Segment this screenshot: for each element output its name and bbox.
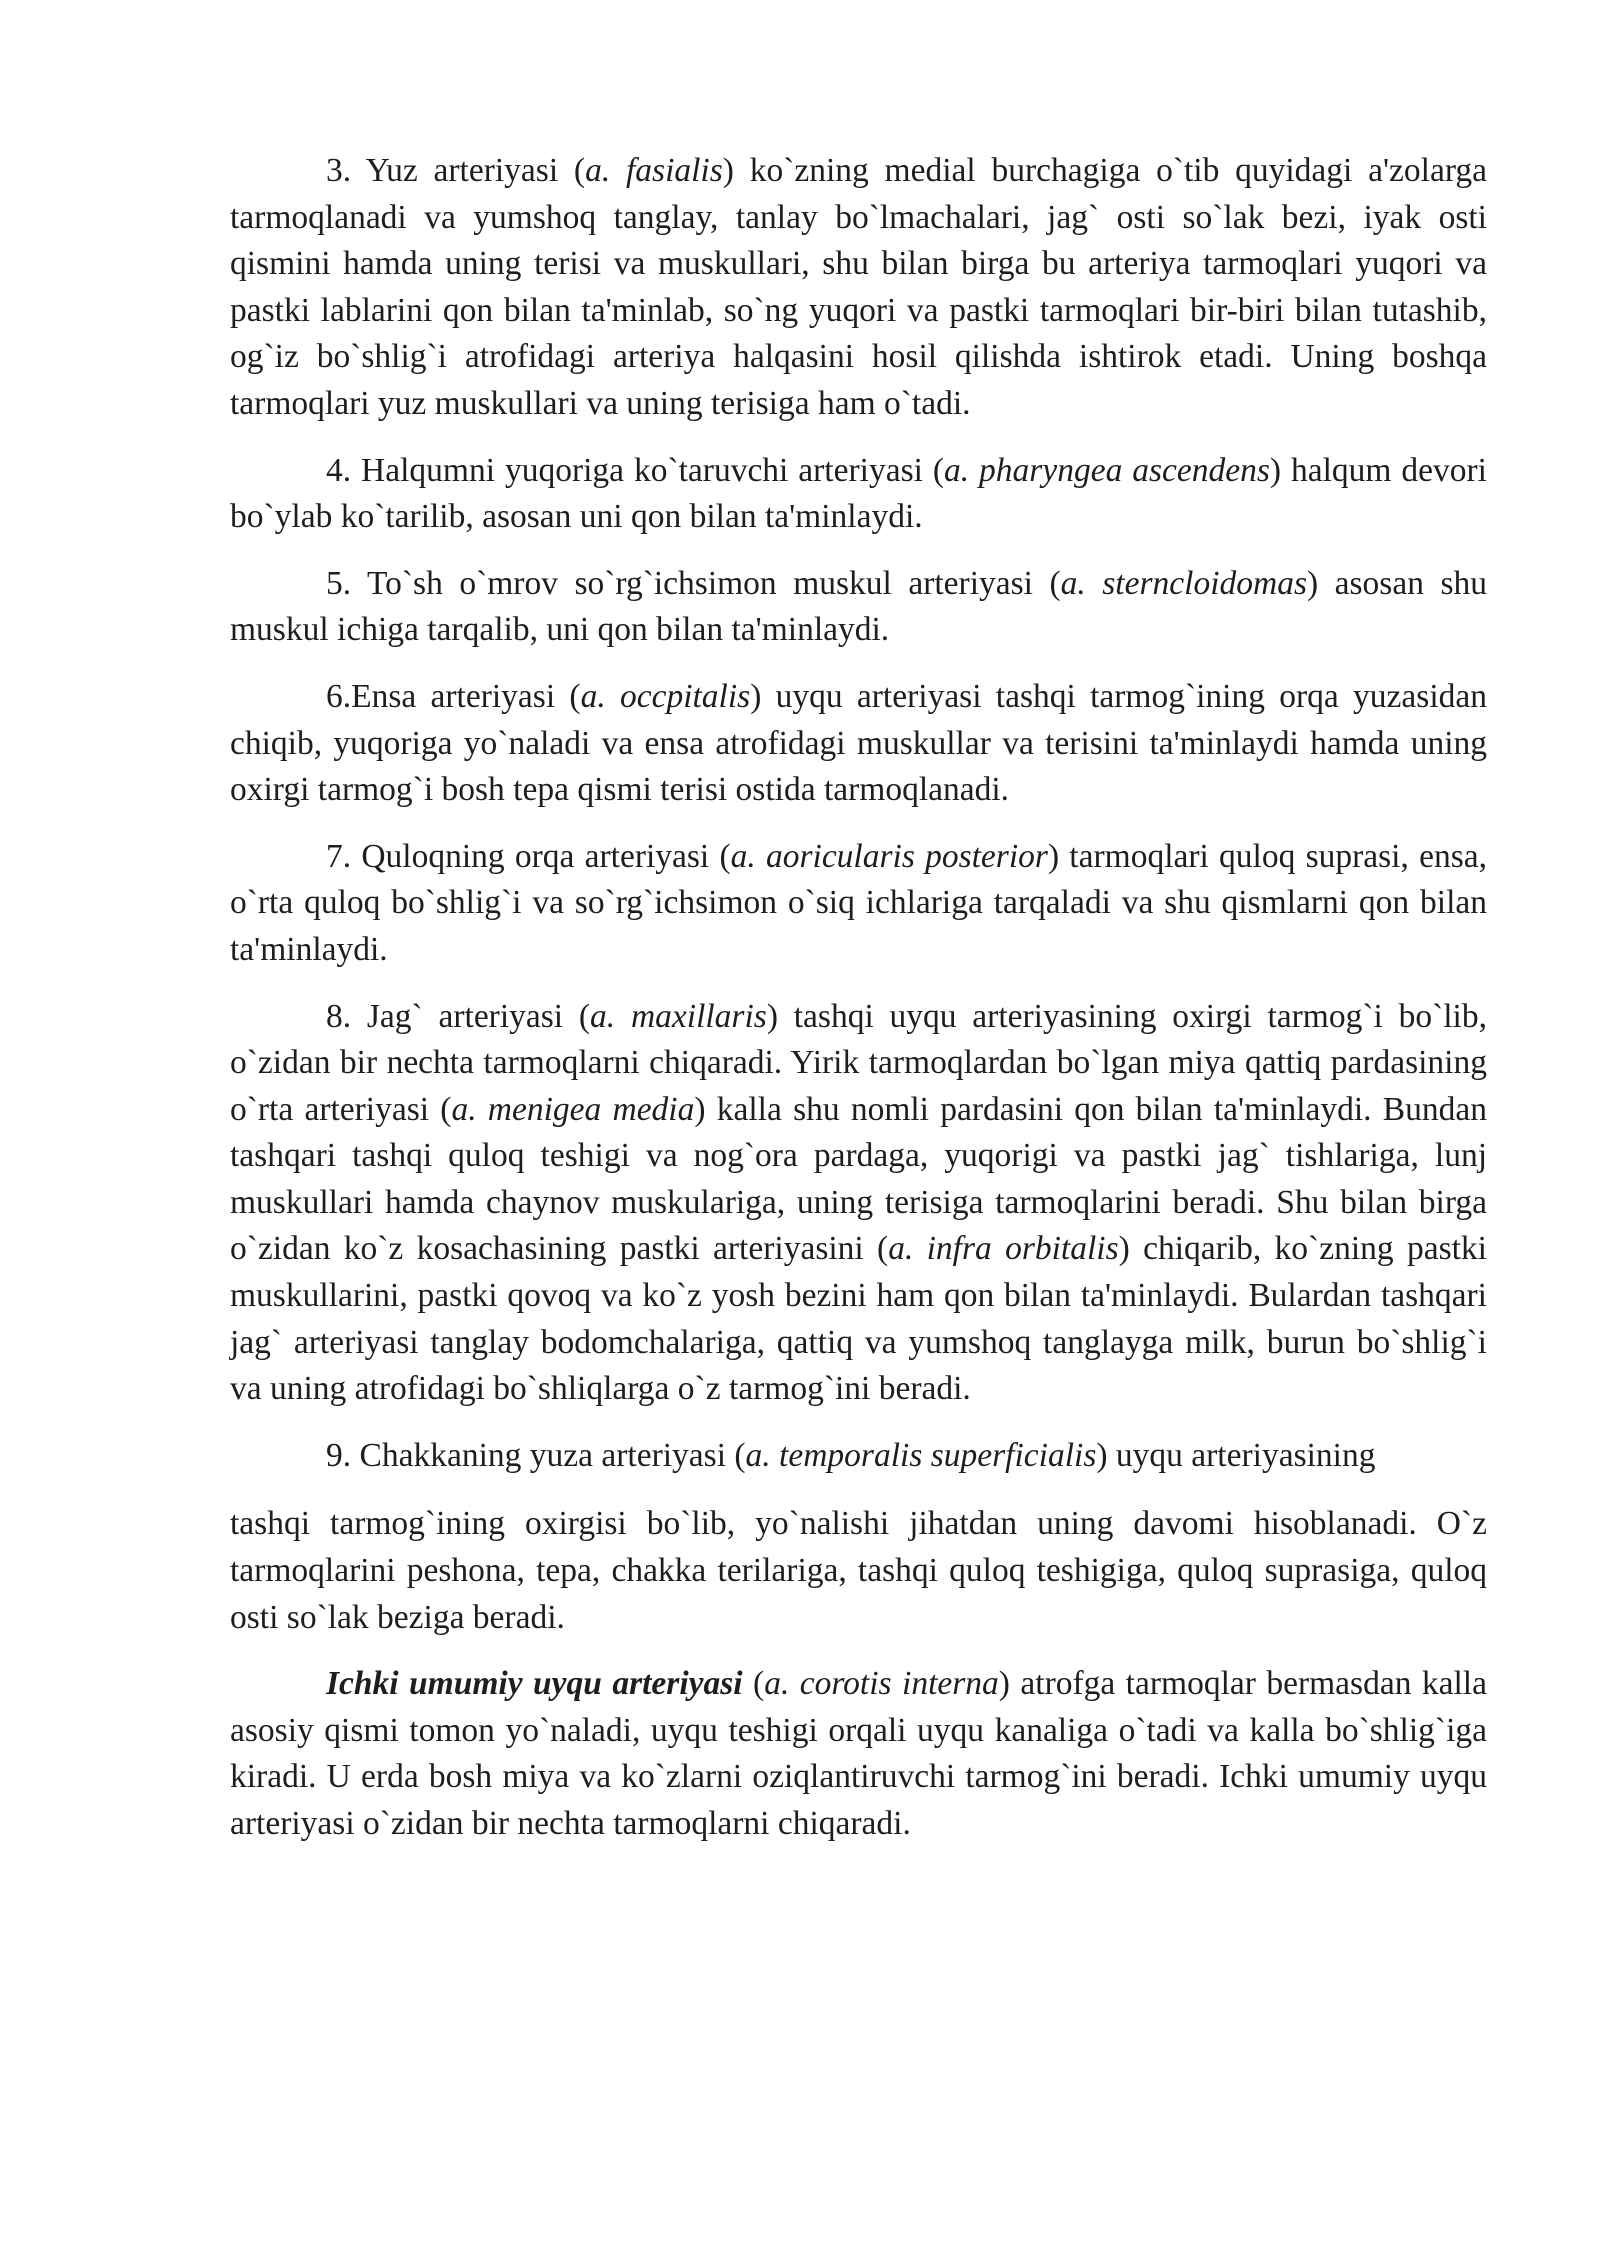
text-run: tashqi tarmog`ining oxirgisi bo`lib, yo`nalishi jihatdan uning davomi hisoblanadi. O`z tarmoqlarini peshona, tepa, chakka terilariga, tashqi quloq teshigiga, quloq suprasiga, quloq osti so`lak beziga beradi.	[230, 1505, 1487, 1636]
text-run: ) asosan shu muskul ichiga tarqalib, uni qon bilan ta'minlaydi.	[230, 564, 1487, 649]
text-run: 6.Ensa arteriyasi (	[326, 677, 581, 715]
paragraph-superficial-temporal-artery-continued	[230, 1501, 1487, 1641]
text-run: 9. Chakkaning yuza arteriyasi (	[326, 1436, 746, 1474]
latin-term: a. sterncloidomas	[1060, 564, 1307, 602]
text-run: 5. To`sh o`mrov so`rg`ichsimon muskul arteriyasi (	[326, 564, 1061, 602]
text-run: 3. Yuz arteriyasi (	[326, 152, 586, 189]
latin-term: a. corotis interna	[764, 1665, 999, 1703]
paragraph-posterior-auricular-artery	[230, 834, 1487, 974]
text-run: ) chiqarib, ko`zning pastki muskullarini, pastki qovoq va ko`z yosh bezini ham qon bilan ta'minlaydi. Bulardan tashqari jag` arteriyasi tanglay bodomchalariga, qattiq va yumshoq tanglayga milk, burun bo`shlig`i va uning atrofidagi bo`shliqlarga o`z tarmog`ini beradi.	[230, 1230, 1487, 1408]
latin-term: a. fasialis	[585, 152, 723, 189]
latin-term: a. menigea media	[451, 1090, 695, 1128]
text-run: ) tarmoqlari quloq suprasi, ensa, o`rta quloq bo`shlig`i va so`rg`ichsimon o`siq ichlariga tarqaladi va shu qismlarni qon bilan ta'minlaydi.	[230, 837, 1487, 968]
paragraph-sternocleidomastoid-artery	[230, 561, 1487, 654]
text-run: ) kalla shu nomli pardasini qon bilan ta'minlaydi. Bundan tashqari tashqi quloq teshigi va nog`ora pardaga, yuqorigi va pastki jag` tishlariga, lunj muskullari hamda chaynov muskulariga, uning terisiga tarmoqlarini beradi. Shu bilan birga o`zidan ko`z kosachasining pastki arteriyasini (	[230, 1090, 1487, 1268]
paragraph-maxillary-artery	[230, 994, 1487, 1413]
text-run: 4. Halqumni yuqoriga ko`taruvchi arteriyasi (	[326, 451, 944, 489]
section-heading: Ichki umumiy uyqu arteriyasi	[326, 1665, 743, 1703]
latin-term: a. temporalis superficialis	[745, 1436, 1097, 1474]
paragraph-superficial-temporal-artery	[230, 1433, 1487, 1480]
latin-term: a. aoricularis posterior	[730, 837, 1048, 875]
paragraph-facial-artery	[230, 148, 1487, 428]
latin-term: a. occpitalis	[580, 677, 751, 715]
text-run: ) ko`zning medial burchagiga o`tib quyidagi a'zolarga tarmoqlanadi va yumshoq tanglay, tanlay bo`lmachalari, jag` osti so`lak bezi, iyak osti qismini hamda uning terisi va muskullari, shu bilan birga bu arteriya tarmoqlari yuqori va pastki lablarini qon bilan ta'minlab, so`ng yuqori va pastki tarmoqlari bir-biri bilan tutashib, og`iz bo`shlig`i atrofidagi arteriya halqasini hosil qilishda ishtirok etadi. Uning boshqa tarmoqlari yuz muskullari va uning terisiga ham o`tadi.	[230, 152, 1487, 422]
text-run: (	[742, 1665, 765, 1703]
document-page	[230, 148, 1487, 1868]
text-run: ) uyqu arteriyasi tashqi tarmog`ining orqa yuzasidan chiqib, yuqoriga yo`naladi va ensa atrofidagi muskullar va terisini ta'minlaydi hamda uning oxirgi tarmog`i bosh tepa qismi terisi ostida tarmoqlanadi.	[230, 677, 1487, 809]
text-run: ) atrofga tarmoqlar bermasdan kalla asosiy qismi tomon yo`naladi, uyqu teshigi orqali uyqu kanaliga o`tadi va kalla bo`shlig`iga kiradi. U erda bosh miya va ko`zlarni oziqlantiruvchi tarmog`ini beradi. Ichki umumiy uyqu arteriyasi o`zidan bir nechta tarmoqlarni chiqaradi.	[230, 1665, 1487, 1842]
text-run: ) halqum devori bo`ylab ko`tarilib, asosan uni qon bilan ta'minlaydi.	[230, 451, 1487, 536]
text-run: ) uyqu arteriyasining	[1096, 1436, 1376, 1474]
paragraph-ascending-pharyngeal-artery	[230, 448, 1487, 541]
text-run: 7. Quloqning orqa arteriyasi (	[326, 837, 731, 875]
paragraph-occipital-artery	[230, 674, 1487, 814]
text-run: 8. Jag` arteriyasi (	[326, 997, 591, 1035]
latin-term: a. infra orbitalis	[888, 1230, 1119, 1268]
latin-term: a. maxillaris	[590, 997, 767, 1035]
text-run: ) tashqi uyqu arteriyasining oxirgi tarmog`i bo`lib, o`zidan bir nechta tarmoqlarni chiqaradi. Yirik tarmoqlardan bo`lgan miya qattiq pardasining o`rta arteriyasi (	[230, 997, 1487, 1128]
latin-term: a. pharyngea ascendens	[944, 451, 1270, 489]
paragraph-internal-carotid-artery	[230, 1661, 1487, 1847]
